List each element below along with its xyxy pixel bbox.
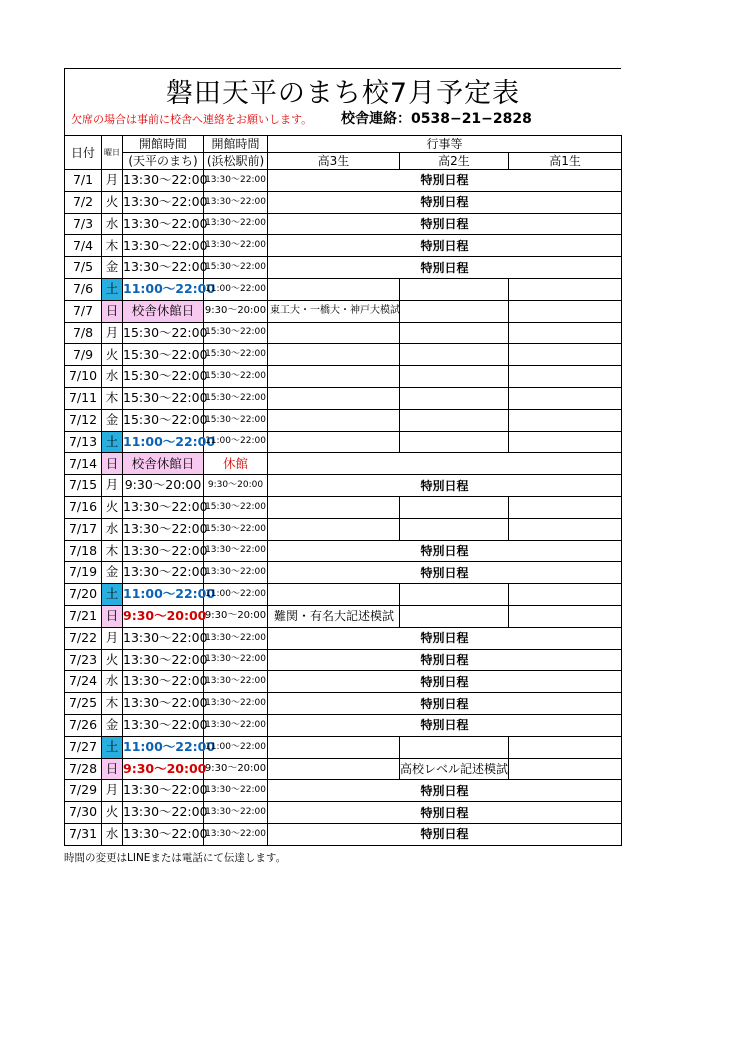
weekday-cell: 金: [102, 562, 123, 584]
hours-hamamatsu-cell: 15:30〜22:00: [204, 322, 268, 344]
event-cell-empty: [268, 453, 622, 475]
grade2-event-cell: [400, 518, 509, 540]
header-events: 行事等: [268, 136, 622, 153]
header-grade3: 高3生: [268, 153, 400, 170]
date-cell: 7/18: [65, 540, 102, 562]
hours-tenpyo-cell: 15:30〜22:00: [123, 387, 204, 409]
grade1-event-cell: [509, 322, 622, 344]
date-cell: 7/31: [65, 823, 102, 845]
weekday-cell: 火: [102, 649, 123, 671]
title-area: [64, 68, 621, 135]
date-cell: 7/23: [65, 649, 102, 671]
date-cell: 7/17: [65, 518, 102, 540]
hours-hamamatsu-cell: 13:30〜22:00: [204, 693, 268, 715]
table-row: [65, 387, 622, 409]
date-cell: 7/10: [65, 366, 102, 388]
grade2-event-cell: [400, 344, 509, 366]
absence-notice: 欠席の場合は事前に校舎へ連絡をお願いします。: [71, 113, 313, 126]
weekday-cell: 月: [102, 322, 123, 344]
grade1-event-cell: [509, 605, 622, 627]
event-cell: 特別日程: [268, 714, 622, 736]
grade2-event-cell: [400, 496, 509, 518]
table-row: [65, 170, 622, 192]
weekday-cell: 火: [102, 344, 123, 366]
weekday-cell: 金: [102, 409, 123, 431]
weekday-cell: 月: [102, 170, 123, 192]
grade2-event-cell: [400, 605, 509, 627]
hours-hamamatsu-cell: 15:30〜22:00: [204, 366, 268, 388]
page-title: 磐田天平のまち校7月予定表: [165, 78, 521, 109]
grade2-event-cell: [400, 409, 509, 431]
hours-hamamatsu-cell: 9:30〜20:00: [204, 300, 268, 322]
table-row: [65, 300, 622, 322]
weekday-cell: 日: [102, 605, 123, 627]
date-cell: 7/5: [65, 257, 102, 279]
event-cell: 特別日程: [268, 257, 622, 279]
table-row: [65, 693, 622, 715]
table-row: [65, 496, 622, 518]
event-cell: 特別日程: [268, 191, 622, 213]
hours-tenpyo-cell: 13:30〜22:00: [123, 714, 204, 736]
table-row: [65, 191, 622, 213]
grade3-event-cell: [268, 518, 400, 540]
hours-hamamatsu-cell: 11:00〜22:00: [204, 736, 268, 758]
hours-tenpyo-cell: 11:00〜22:00: [123, 278, 204, 300]
weekday-cell: 水: [102, 823, 123, 845]
table-row: [65, 431, 622, 453]
hours-hamamatsu-cell: 9:30〜20:00: [204, 605, 268, 627]
header-grade1: 高1生: [509, 153, 622, 170]
grade1-event-cell: [509, 736, 622, 758]
date-cell: 7/27: [65, 736, 102, 758]
hours-tenpyo-cell: 13:30〜22:00: [123, 540, 204, 562]
weekday-cell: 日: [102, 300, 123, 322]
footnote: 時間の変更はLINEまたは電話にて伝達します。: [64, 852, 287, 864]
hours-tenpyo-cell: 校舎休館日: [123, 300, 204, 322]
table-row: [65, 671, 622, 693]
hours-tenpyo-cell: 11:00〜22:00: [123, 431, 204, 453]
hours-hamamatsu-cell: 13:30〜22:00: [204, 780, 268, 802]
weekday-cell: 金: [102, 714, 123, 736]
hours-hamamatsu-cell: 13:30〜22:00: [204, 714, 268, 736]
weekday-cell: 水: [102, 518, 123, 540]
hours-hamamatsu-cell: 11:00〜22:00: [204, 584, 268, 606]
date-cell: 7/13: [65, 431, 102, 453]
date-cell: 7/26: [65, 714, 102, 736]
hours-tenpyo-cell: 13:30〜22:00: [123, 802, 204, 824]
header-grade2: 高2生: [400, 153, 509, 170]
event-cell: 特別日程: [268, 802, 622, 824]
grade2-event-cell: [400, 278, 509, 300]
grade2-event-cell: [400, 431, 509, 453]
grade3-event-cell: [268, 387, 400, 409]
date-cell: 7/20: [65, 584, 102, 606]
hours-tenpyo-cell: 13:30〜22:00: [123, 649, 204, 671]
event-cell: 特別日程: [268, 562, 622, 584]
hours-tenpyo-cell: 13:30〜22:00: [123, 191, 204, 213]
weekday-cell: 水: [102, 671, 123, 693]
table-row: [65, 322, 622, 344]
date-cell: 7/16: [65, 496, 102, 518]
header-open2-location: (浜松駅前): [204, 153, 268, 170]
hours-tenpyo-cell: 13:30〜22:00: [123, 213, 204, 235]
header-open1: 開館時間: [123, 136, 204, 153]
date-cell: 7/21: [65, 605, 102, 627]
hours-tenpyo-cell: 13:30〜22:00: [123, 562, 204, 584]
date-cell: 7/25: [65, 693, 102, 715]
header-open1-location: (天平のまち): [123, 153, 204, 170]
hours-hamamatsu-cell: 13:30〜22:00: [204, 191, 268, 213]
grade3-event-cell: [268, 584, 400, 606]
header-open2: 開館時間: [204, 136, 268, 153]
event-cell: 特別日程: [268, 780, 622, 802]
hours-hamamatsu-cell: 13:30〜22:00: [204, 235, 268, 257]
hours-hamamatsu-cell: 15:30〜22:00: [204, 409, 268, 431]
hours-hamamatsu-cell: 13:30〜22:00: [204, 671, 268, 693]
grade2-event-cell: 高校レベル記述模試: [400, 758, 509, 780]
table-row: [65, 453, 622, 475]
date-cell: 7/6: [65, 278, 102, 300]
grade2-event-cell: [400, 387, 509, 409]
hours-tenpyo-cell: 15:30〜22:00: [123, 322, 204, 344]
hours-tenpyo-cell: 11:00〜22:00: [123, 584, 204, 606]
date-cell: 7/29: [65, 780, 102, 802]
date-cell: 7/1: [65, 170, 102, 192]
weekday-cell: 金: [102, 257, 123, 279]
table-row: [65, 540, 622, 562]
date-cell: 7/30: [65, 802, 102, 824]
date-cell: 7/3: [65, 213, 102, 235]
grade2-event-cell: [400, 584, 509, 606]
hours-tenpyo-cell: 13:30〜22:00: [123, 257, 204, 279]
grade1-event-cell: [509, 300, 622, 322]
hours-tenpyo-cell: 15:30〜22:00: [123, 409, 204, 431]
weekday-cell: 土: [102, 431, 123, 453]
grade3-event-cell: 難関・有名大記述模試: [268, 605, 400, 627]
table-row: [65, 758, 622, 780]
grade1-event-cell: [509, 758, 622, 780]
weekday-cell: 木: [102, 235, 123, 257]
hours-hamamatsu-cell: 13:30〜22:00: [204, 627, 268, 649]
event-cell: 特別日程: [268, 475, 622, 497]
grade3-event-cell: [268, 496, 400, 518]
table-row: [65, 823, 622, 845]
hours-hamamatsu-cell: 15:30〜22:00: [204, 518, 268, 540]
hours-tenpyo-cell: 13:30〜22:00: [123, 496, 204, 518]
date-cell: 7/19: [65, 562, 102, 584]
table-row: [65, 409, 622, 431]
table-row: [65, 649, 622, 671]
grade2-event-cell: [400, 322, 509, 344]
table-row: [65, 627, 622, 649]
event-cell: 特別日程: [268, 540, 622, 562]
weekday-cell: 土: [102, 278, 123, 300]
hours-hamamatsu-cell: 11:00〜22:00: [204, 278, 268, 300]
grade2-event-cell: [400, 366, 509, 388]
hours-hamamatsu-cell: 13:30〜22:00: [204, 170, 268, 192]
date-cell: 7/8: [65, 322, 102, 344]
date-cell: 7/28: [65, 758, 102, 780]
hours-hamamatsu-cell: 15:30〜22:00: [204, 496, 268, 518]
hours-hamamatsu-cell: 15:30〜22:00: [204, 344, 268, 366]
hours-tenpyo-cell: 13:30〜22:00: [123, 780, 204, 802]
date-cell: 7/15: [65, 475, 102, 497]
weekday-cell: 木: [102, 387, 123, 409]
table-row: [65, 736, 622, 758]
hours-tenpyo-cell: 13:30〜22:00: [123, 671, 204, 693]
hours-tenpyo-cell: 11:00〜22:00: [123, 736, 204, 758]
hours-hamamatsu-cell: 9:30〜20:00: [204, 475, 268, 497]
weekday-cell: 水: [102, 366, 123, 388]
date-cell: 7/22: [65, 627, 102, 649]
grade3-event-cell: [268, 736, 400, 758]
hours-hamamatsu-cell: 15:30〜22:00: [204, 387, 268, 409]
hours-tenpyo-cell: 13:30〜22:00: [123, 235, 204, 257]
weekday-cell: 火: [102, 496, 123, 518]
table-row: [65, 605, 622, 627]
header-day: 曜日: [102, 136, 123, 170]
weekday-cell: 日: [102, 453, 123, 475]
weekday-cell: 月: [102, 475, 123, 497]
table-row: [65, 780, 622, 802]
table-header: [65, 136, 622, 170]
table-row: [65, 714, 622, 736]
event-cell: 特別日程: [268, 649, 622, 671]
grade1-event-cell: [509, 409, 622, 431]
weekday-cell: 水: [102, 213, 123, 235]
grade1-event-cell: [509, 278, 622, 300]
hours-hamamatsu-cell: 15:30〜22:00: [204, 257, 268, 279]
weekday-cell: 土: [102, 584, 123, 606]
table-row: [65, 584, 622, 606]
grade1-event-cell: [509, 366, 622, 388]
grade3-event-cell: [268, 431, 400, 453]
hours-tenpyo-cell: 15:30〜22:00: [123, 366, 204, 388]
hours-tenpyo-cell: 13:30〜22:00: [123, 518, 204, 540]
hours-hamamatsu-cell: 休館: [204, 453, 268, 475]
table-row: [65, 518, 622, 540]
date-cell: 7/11: [65, 387, 102, 409]
hours-hamamatsu-cell: 13:30〜22:00: [204, 823, 268, 845]
table-row: [65, 213, 622, 235]
hours-tenpyo-cell: 9:30〜20:00: [123, 475, 204, 497]
date-cell: 7/7: [65, 300, 102, 322]
hours-hamamatsu-cell: 13:30〜22:00: [204, 540, 268, 562]
table-body: [65, 170, 622, 846]
hours-hamamatsu-cell: 9:30〜20:00: [204, 758, 268, 780]
table-row: [65, 475, 622, 497]
event-cell: 特別日程: [268, 213, 622, 235]
hours-tenpyo-cell: 13:30〜22:00: [123, 823, 204, 845]
event-cell: 特別日程: [268, 823, 622, 845]
event-cell: 特別日程: [268, 235, 622, 257]
grade3-event-cell: [268, 322, 400, 344]
grade1-event-cell: [509, 431, 622, 453]
hours-tenpyo-cell: 校舎休館日: [123, 453, 204, 475]
weekday-cell: 月: [102, 780, 123, 802]
hours-hamamatsu-cell: 13:30〜22:00: [204, 213, 268, 235]
hours-hamamatsu-cell: 13:30〜22:00: [204, 562, 268, 584]
event-cell: 特別日程: [268, 693, 622, 715]
schedule-sheet: [64, 68, 621, 846]
hours-hamamatsu-cell: 11:00〜22:00: [204, 431, 268, 453]
hours-tenpyo-cell: 13:30〜22:00: [123, 627, 204, 649]
table-row: [65, 278, 622, 300]
grade1-event-cell: [509, 518, 622, 540]
header-date: 日付: [65, 136, 102, 170]
weekday-cell: 火: [102, 191, 123, 213]
grade1-event-cell: [509, 496, 622, 518]
grade2-event-cell: [400, 736, 509, 758]
weekday-cell: 火: [102, 802, 123, 824]
hours-hamamatsu-cell: 13:30〜22:00: [204, 802, 268, 824]
grade1-event-cell: [509, 387, 622, 409]
grade3-event-cell: 東工大・一橋大・神戸大模試: [268, 300, 400, 322]
grade3-event-cell: [268, 758, 400, 780]
hours-tenpyo-cell: 9:30〜20:00: [123, 605, 204, 627]
grade3-event-cell: [268, 409, 400, 431]
table-row: [65, 257, 622, 279]
grade3-event-cell: [268, 366, 400, 388]
grade2-event-cell: [400, 300, 509, 322]
grade1-event-cell: [509, 344, 622, 366]
date-cell: 7/14: [65, 453, 102, 475]
event-cell: 特別日程: [268, 671, 622, 693]
grade3-event-cell: [268, 278, 400, 300]
date-cell: 7/4: [65, 235, 102, 257]
date-cell: 7/2: [65, 191, 102, 213]
table-row: [65, 562, 622, 584]
weekday-cell: 木: [102, 693, 123, 715]
table-row: [65, 344, 622, 366]
event-cell: 特別日程: [268, 170, 622, 192]
weekday-cell: 木: [102, 540, 123, 562]
weekday-cell: 土: [102, 736, 123, 758]
hours-tenpyo-cell: 15:30〜22:00: [123, 344, 204, 366]
grade1-event-cell: [509, 584, 622, 606]
date-cell: 7/24: [65, 671, 102, 693]
table-row: [65, 235, 622, 257]
table-row: [65, 802, 622, 824]
contact-phone: 校舎連絡：0538−21−2828: [341, 111, 532, 127]
event-cell: 特別日程: [268, 627, 622, 649]
hours-hamamatsu-cell: 13:30〜22:00: [204, 649, 268, 671]
schedule-table: [64, 135, 622, 846]
table-row: [65, 366, 622, 388]
date-cell: 7/9: [65, 344, 102, 366]
weekday-cell: 月: [102, 627, 123, 649]
grade3-event-cell: [268, 344, 400, 366]
date-cell: 7/12: [65, 409, 102, 431]
hours-tenpyo-cell: 9:30〜20:00: [123, 758, 204, 780]
weekday-cell: 日: [102, 758, 123, 780]
hours-tenpyo-cell: 13:30〜22:00: [123, 170, 204, 192]
hours-tenpyo-cell: 13:30〜22:00: [123, 693, 204, 715]
